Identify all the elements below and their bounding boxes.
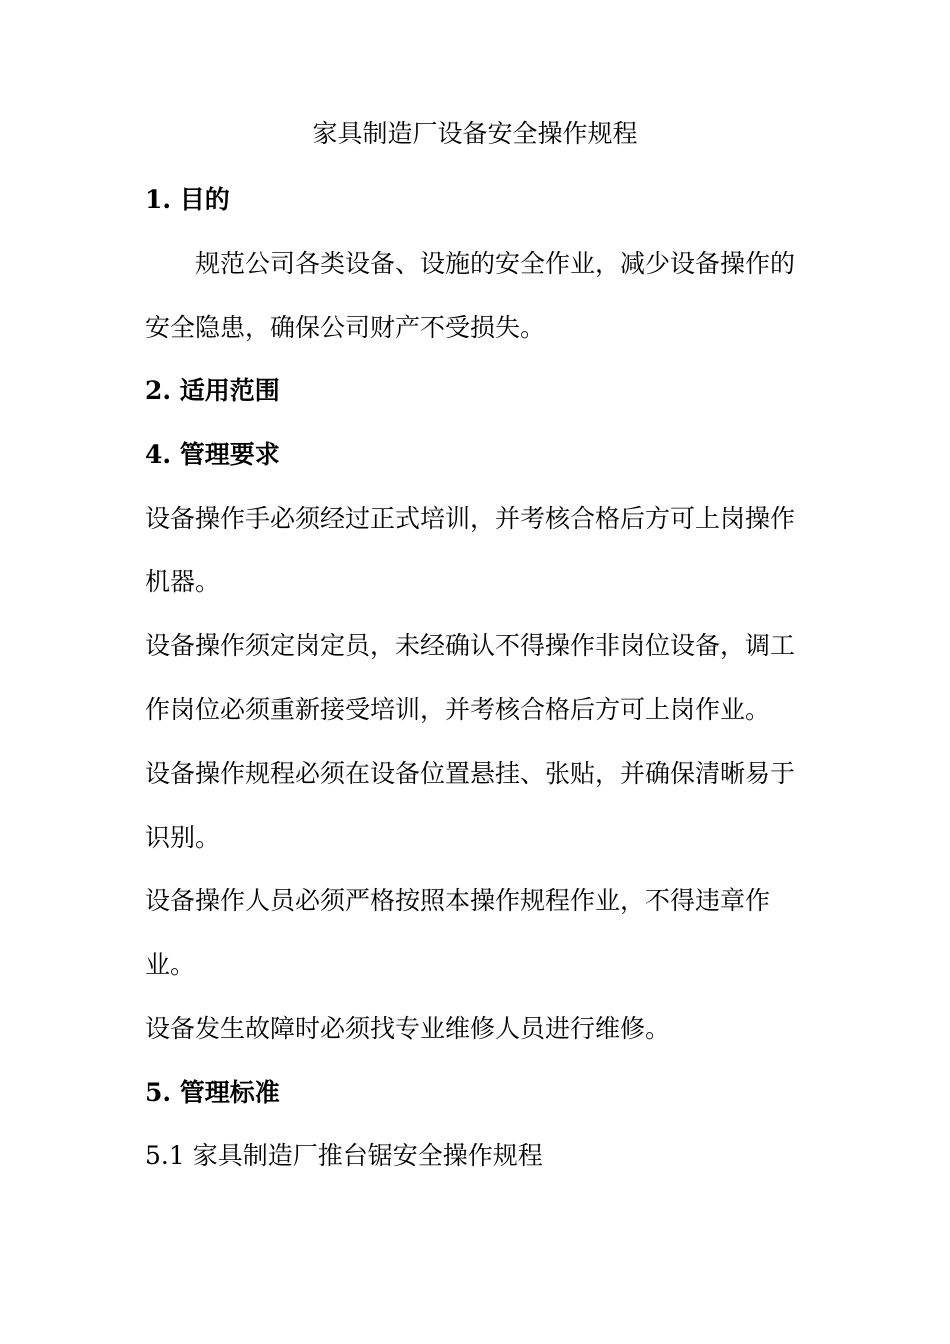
section-heading-requirements: 4. 管理要求 (145, 440, 280, 469)
purpose-paragraph-line-1: 规范公司各类设备、设施的安全作业，减少设备操作的 (195, 249, 796, 278)
requirements-line: 作岗位必须重新接受培训，并考核合格后方可上岗作业。 (145, 695, 771, 724)
requirements-line: 设备操作须定岗定员，未经确认不得操作非岗位设备，调工 (145, 631, 796, 660)
requirements-line: 业。 (145, 950, 196, 979)
purpose-paragraph-line-2: 安全隐患，确保公司财产不受损失。 (145, 313, 546, 342)
requirements-line: 设备操作手必须经过正式培训，并考核合格后方可上岗操作 (145, 504, 796, 533)
requirements-line: 机器。 (145, 567, 221, 596)
section-heading-scope: 2. 适用范围 (145, 376, 280, 405)
subsection-heading-5-1: 5.1 家具制造厂推台锯安全操作规程 (145, 1141, 543, 1170)
requirements-line: 设备发生故障时必须找专业维修人员进行维修。 (145, 1014, 671, 1043)
requirements-line: 识别。 (145, 823, 221, 852)
requirements-line: 设备操作规程必须在设备位置悬挂、张贴，并确保清晰易于 (145, 759, 796, 788)
requirements-line: 设备操作人员必须严格按照本操作规程作业，不得违章作 (145, 886, 771, 915)
document-title: 家具制造厂设备安全操作规程 (312, 119, 638, 148)
section-heading-purpose: 1. 目的 (145, 185, 230, 214)
section-heading-standards: 5. 管理标准 (145, 1078, 280, 1107)
